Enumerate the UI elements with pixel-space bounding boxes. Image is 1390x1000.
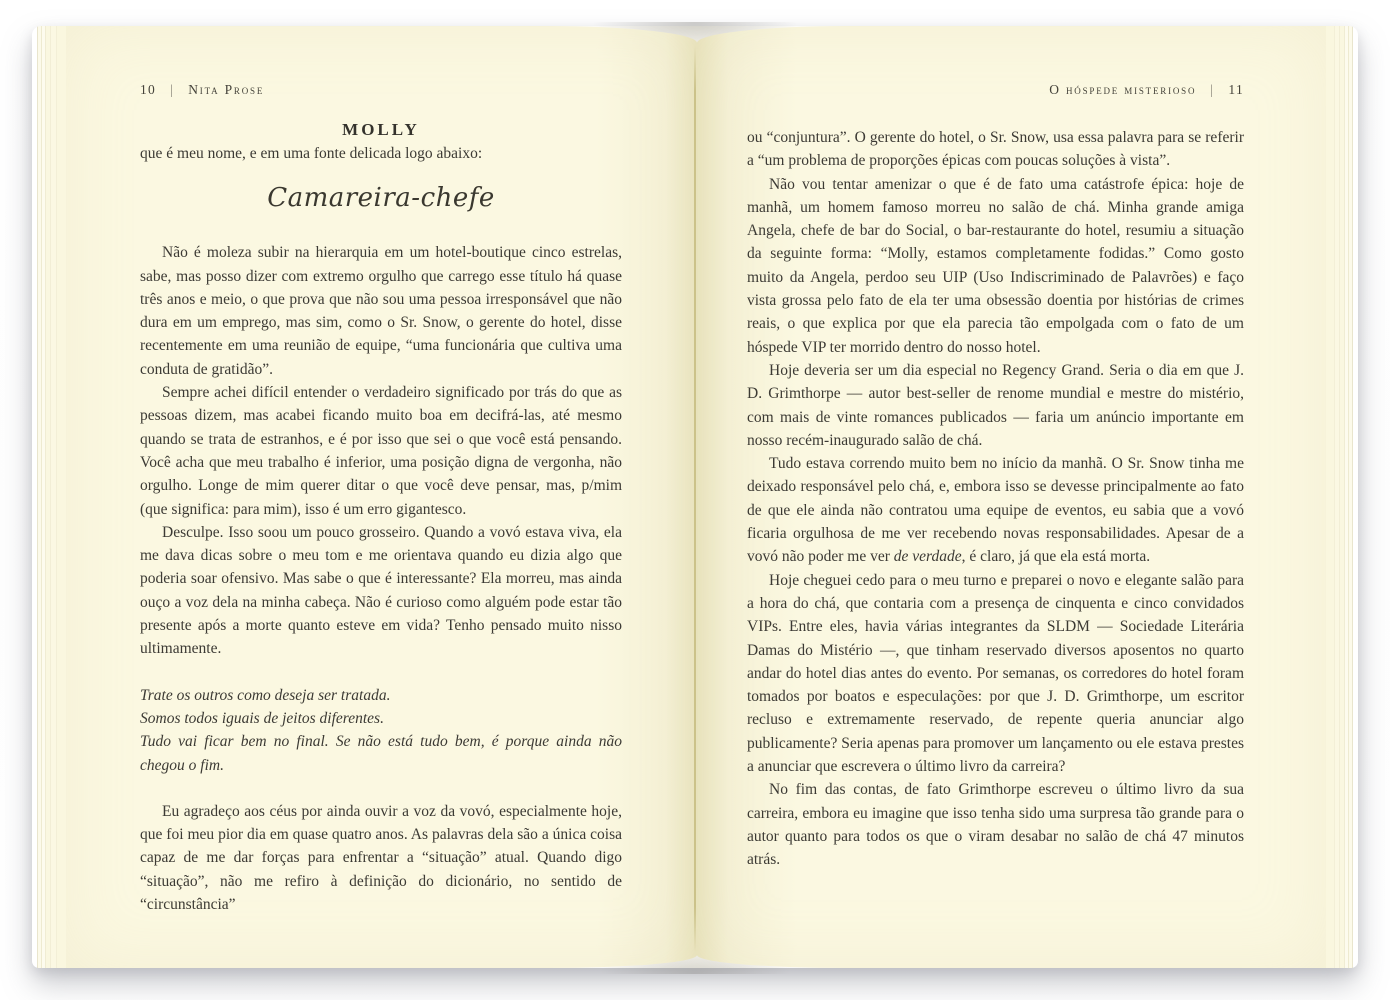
left-page-header [140,82,622,98]
chapter-heading: MOLLY [342,120,420,139]
spine-gutter [694,46,696,952]
job-title-script: Camareira-chefe [267,183,495,214]
quote-line: Somos todos iguais de jeitos diferentes. [140,709,384,727]
paragraph: Desculpe. Isso soou um pouco grosseiro. Quando a vovó estava viva, ela me dava dicas sobre o meu tom e me orientava quando eu dizia algo que poderia soar ofensivo. Mas sabe o que é interessante? Ela morreu, mas ainda ouço a voz dela na minha cabeça. Não é curioso como alguém pode estar tão presente após a morte quanto esteve em vida? Tenho pensado muito nisso ultimamente. [140,523,622,658]
paragraph: Eu agradeço aos céus por ainda ouvir a voz da vovó, especialmente hoje, que foi meu pior dia em quase quatro anos. As palavras dela são a única coisa capaz de me dar forças para enfrentar a “situação” atual. Quando digo “situação”, não me refiro à definição do dicionário, no sentido de “circunstância” [140,802,622,914]
subheading-line: que é meu nome, e em uma fonte delicada logo abaixo: [140,145,483,162]
quote-line: Tudo vai ficar bem no final. Se não está tudo bem, é porque ainda não chegou o fim. [140,733,622,774]
author-running-header: Nita Prose [188,82,265,97]
right-page [697,26,1326,968]
paragraph: Sempre achei difícil entender o verdadeiro significado por trás do que as pessoas dizem, mas acabei ficando muito boa em decifrá-las, até mesmo quando se trata de estranhos, e é por isso que sei o que você está pensando. Você acha que meu trabalho é inferior, uma posição digna de vergonha, não orgulho. Longe de mim querer ditar o que você deve pensar, mas, p/mim (que significa: para mim), isso é um erro gigantesco. [140,384,622,518]
book-title-running-header: O hóspede misterioso [1049,82,1197,97]
paragraph: Hoje cheguei cedo para o meu turno e preparei o novo e elegante salão para a hora do chá, que contaria com a presença de cinquenta e cinco convidados VIPs. Entre eles, havia várias integrantes da SLDM — Sociedade Literária Damas do Mistério —, que tinham reservado diversos aposentos no quarto andar do hotel dias antes do evento. Por semanas, os corredores do hotel foram tomados por boatos e especulações: por que J. D. Grimthorpe, um escritor recluso e extremamente reservado, de repente queria anunciar algo publicamente? Seria apenas para promover um lançamento ou ele estava prestes a anunciar que escrevera o último livro da carreira? [747,571,1244,776]
header-divider: | [170,83,175,98]
paragraph: Hoje deveria ser um dia especial no Regency Grand. Seria o dia em que J. D. Grimthorpe — autor best-seller de renome mundial e mestre do mistério, com mais de vinte romances publicados — faria um anúncio importante em nosso recém-inaugurado salão de chá. [747,361,1244,449]
book-spread [32,26,1358,968]
right-page-number: 11 [1228,82,1244,97]
page-edge-stack-left [32,26,66,968]
quote-line: Trate os outros como deseja ser tratada. [140,686,391,704]
left-page-body-text [140,241,622,916]
header-divider: | [1210,83,1215,98]
paragraph: No fim das contas, de fato Grimthorpe escreveu o último livro da sua carreira, embora eu imagine que isso tenha sido uma surpresa tão grande para o autor quanto para todos os que o viram desabar no salão de chá 47 minutos atrás. [747,781,1244,869]
paragraph: Não vou tentar amenizar o que é de fato uma catástrofe épica: hoje de manhã, um homem famoso morreu no salão de chá. Minha grande amiga Angela, chefe de bar do Social, o bar-restaurante do hotel, resumiu a situação da seguinte forma: “Molly, estamos completamente fodidas.” Como gosto muito da Angela, perdoo seu UIP (Uso Indiscriminado de Palavrões) e faço vista grossa pelo fato de ela ter uma obsessão doentia por histórias de crimes reais, o que explica por que ela parecia tão empolgada com o fato de um hóspede VIP ter morrido dentro do nosso hotel. [747,175,1244,356]
paragraph: ou “conjuntura”. O gerente do hotel, o Sr. Snow, usa essa palavra para se referir a “um problema de proporções épicas com poucas soluções à vista”. [747,129,1244,170]
paragraph: Tudo estava correndo muito bem no início da manhã. O Sr. Snow tinha me deixado responsável pelo chá, e, embora isso se devesse principalmente ao fato de que ele ainda não contratou uma equipe de eventos, eu sabia que a vovó ficaria orgulhosa de me ver recebendo novas responsabilidades. Apesar de a vovó não poder me ver de verdade, é claro, já que ela está morta. [747,455,1244,566]
page-edge-stack-right [1326,26,1358,968]
left-page-number: 10 [140,82,157,97]
left-page [66,26,697,968]
paragraph: Não é moleza subir na hierarquia em um hotel-boutique cinco estrelas, sabe, mas posso dizer com extremo orgulho que carrego esse título há quase três anos e meio, o que prova que não sou uma pessoa irresponsável que não dura em um emprego, mas sim, como o Sr. Snow, o gerente do hotel, disse recentemente em uma reunião de equipe, “uma funcionária que cultiva uma conduta de gratidão”. [140,244,622,378]
right-page-body-text [747,126,1244,872]
right-page-header [747,82,1244,98]
